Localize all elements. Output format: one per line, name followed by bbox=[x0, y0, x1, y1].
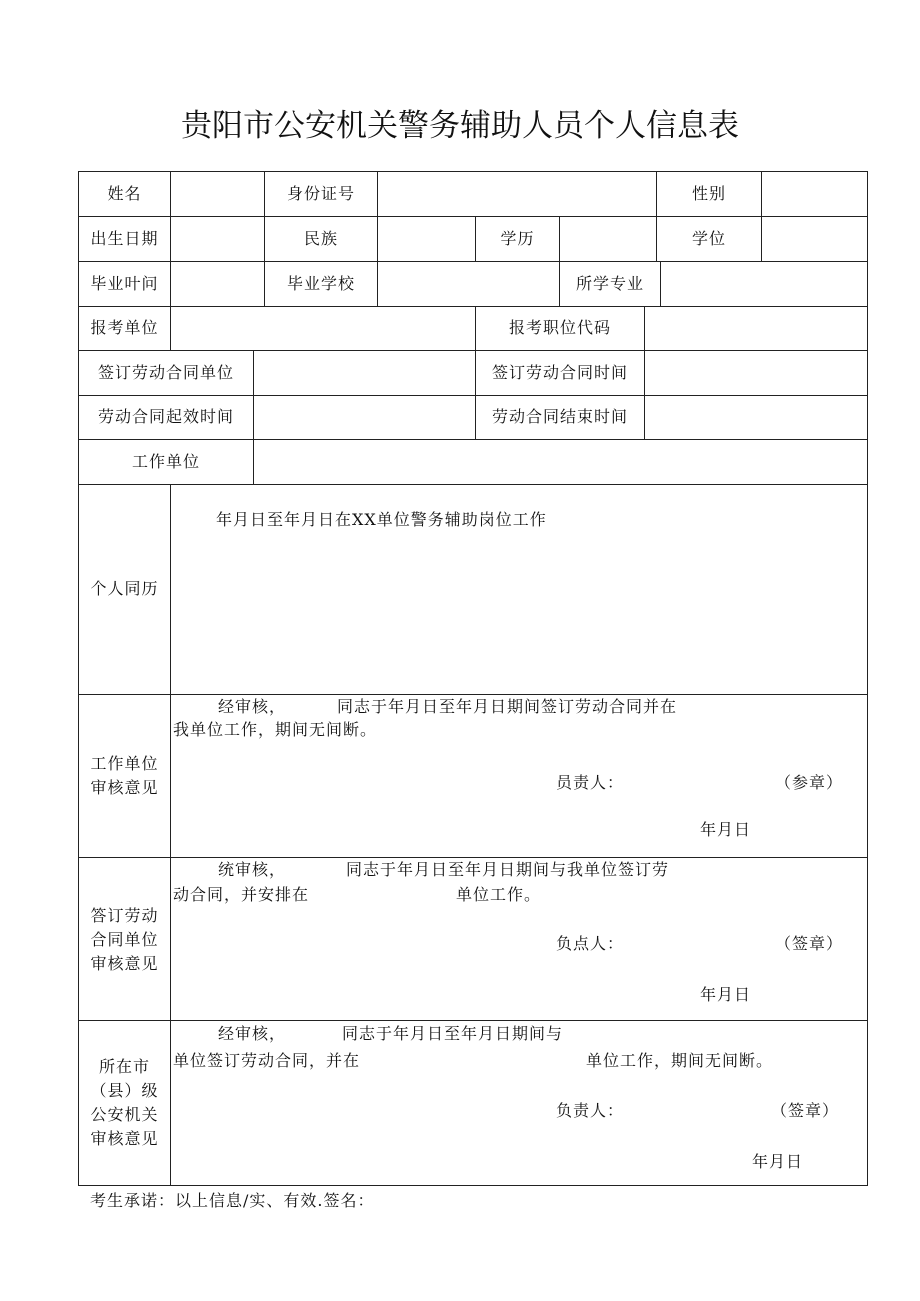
position-code-label: 报考职位代码 bbox=[508, 318, 611, 337]
candidate-pledge: 考生承诺：以上信息/实、有效.签名： bbox=[90, 1191, 375, 1210]
grad-date-field[interactable] bbox=[171, 262, 264, 306]
position-code-field[interactable] bbox=[645, 307, 867, 350]
contract-unit-field[interactable] bbox=[254, 351, 475, 395]
contract-time-field[interactable] bbox=[645, 351, 867, 395]
contract-start-label: 劳动合同起效时间 bbox=[97, 407, 234, 426]
review1-line1b: 同志于年月日至年月日期间签订劳动合同并在 bbox=[337, 697, 678, 716]
review3-line1a: 经审核， bbox=[218, 1024, 287, 1043]
grad-school-label: 毕业学校 bbox=[286, 274, 355, 293]
id-number-field[interactable] bbox=[378, 172, 656, 216]
gender-label: 性别 bbox=[691, 184, 726, 203]
review2-line2a: 动合同，并安排在 bbox=[173, 885, 310, 904]
contract-unit-review-label: 答订劳动 合同单位 审核意见 bbox=[90, 906, 159, 973]
grad-school-field[interactable] bbox=[378, 262, 559, 306]
review3-signer: 负责人： bbox=[556, 1101, 625, 1120]
education-field[interactable] bbox=[560, 217, 656, 261]
review2-signer: 负点人： bbox=[556, 934, 625, 953]
review1-seal: （参章） bbox=[775, 773, 844, 792]
contract-unit-label: 签订劳动合同单位 bbox=[97, 363, 234, 382]
name-field[interactable] bbox=[171, 172, 264, 216]
review3-seal: （签章） bbox=[771, 1101, 840, 1120]
grad-date-label: 毕业叶问 bbox=[90, 274, 159, 293]
gender-field[interactable] bbox=[762, 172, 867, 216]
degree-label: 学位 bbox=[691, 229, 726, 248]
review3-line1b: 同志于年月日至年月日期间与 bbox=[342, 1024, 564, 1043]
review3-date: 年月日 bbox=[752, 1152, 804, 1171]
county-review-label: 所在市 （县）级 公安机关 审核意见 bbox=[90, 1057, 159, 1148]
review3-line2a: 单位签订劳动合同，并在 bbox=[173, 1051, 361, 1070]
ethnicity-label: 民族 bbox=[303, 229, 338, 248]
apply-unit-field[interactable] bbox=[171, 307, 475, 350]
work-unit-field[interactable] bbox=[254, 440, 867, 484]
review2-date: 年月日 bbox=[700, 985, 752, 1004]
contract-end-label: 劳动合同结束时间 bbox=[491, 407, 628, 426]
id-number-label: 身份证号 bbox=[286, 184, 355, 203]
birth-date-field[interactable] bbox=[171, 217, 264, 261]
page-title: 贵阳市公安机关警务辅助人员个人信息表 bbox=[181, 108, 739, 144]
birth-date-label: 出生日期 bbox=[90, 229, 159, 248]
major-label: 所学专业 bbox=[575, 274, 644, 293]
review1-line2: 我单位工作，期间无间断。 bbox=[173, 720, 378, 739]
education-label: 学历 bbox=[500, 229, 535, 248]
contract-start-field[interactable] bbox=[254, 396, 475, 439]
review1-line1a: 经审核， bbox=[218, 697, 287, 716]
work-unit-review-label: 工作单位 审核意见 bbox=[90, 754, 159, 797]
degree-field[interactable] bbox=[762, 217, 867, 261]
review3-line2b: 单位工作，期间无间断。 bbox=[586, 1051, 774, 1070]
resume-text[interactable]: 年月日至年月日在XX单位警务辅助岗位工作 bbox=[216, 510, 547, 529]
work-unit-label: 工作单位 bbox=[131, 452, 200, 471]
ethnicity-field[interactable] bbox=[378, 217, 475, 261]
resume-label: 个人同历 bbox=[90, 579, 159, 598]
major-field[interactable] bbox=[661, 262, 867, 306]
review2-line1a: 统审核， bbox=[218, 860, 287, 879]
contract-end-field[interactable] bbox=[645, 396, 867, 439]
review2-seal: （签章） bbox=[775, 934, 844, 953]
review2-line1b: 同志于年月日至年月日期间与我单位签订劳 bbox=[346, 860, 670, 879]
review2-line2b: 单位工作。 bbox=[456, 885, 542, 904]
review1-signer: 员责人： bbox=[556, 773, 625, 792]
name-label: 姓名 bbox=[107, 184, 142, 203]
review1-date: 年月日 bbox=[700, 820, 752, 839]
contract-time-label: 签订劳动合同时间 bbox=[491, 363, 628, 382]
apply-unit-label: 报考单位 bbox=[90, 318, 159, 337]
